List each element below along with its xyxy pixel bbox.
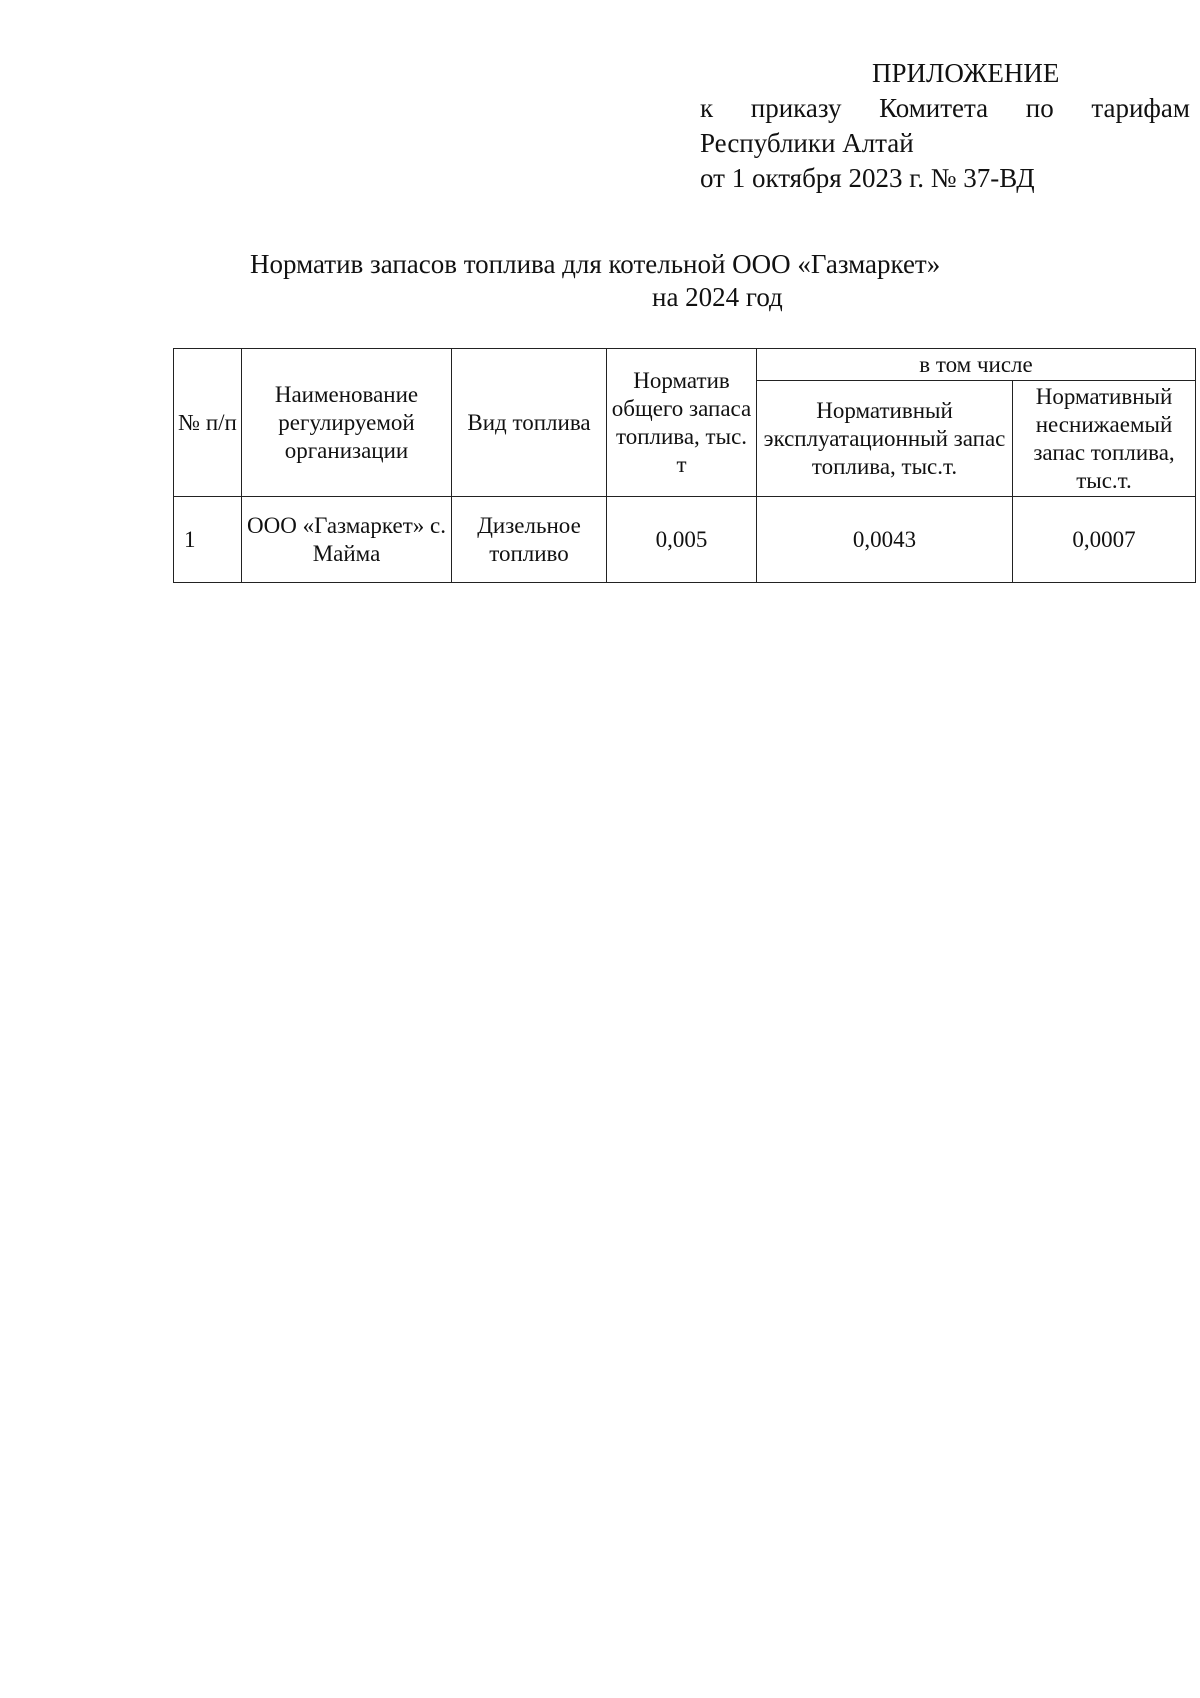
cell-number: 1 xyxy=(174,497,242,583)
annex-order-reference: к приказу Комитета по тарифам xyxy=(700,93,1190,123)
annex-block xyxy=(700,56,1190,196)
table-row xyxy=(174,497,1196,583)
document-title-year: на 2024 год xyxy=(652,282,783,312)
document-title-line1: Норматив запасов топлива для котельной ООО «Газмаркет» xyxy=(250,249,941,279)
header-number: № п/п xyxy=(174,349,242,497)
annex-order-date: от 1 октября 2023 г. № 37-ВД xyxy=(700,163,1035,193)
document-title xyxy=(250,248,1010,314)
header-total-reserve: Норматив общего запаса топлива, тыс. т xyxy=(607,349,757,497)
table-header-row xyxy=(174,349,1196,381)
cell-organization: ООО «Газмаркет» с. Майма xyxy=(242,497,452,583)
cell-irreducible-reserve: 0,0007 xyxy=(1013,497,1196,583)
fuel-norm-table xyxy=(173,348,1196,583)
cell-operational-reserve: 0,0043 xyxy=(757,497,1013,583)
header-irreducible-reserve: Нормативный неснижаемый запас топлива, тыс.т. xyxy=(1013,381,1196,497)
header-operational-reserve: Нормативный эксплуатационный запас топлива, тыс.т. xyxy=(757,381,1013,497)
header-including: в том числе xyxy=(757,349,1196,381)
header-fuel-type: Вид топлива xyxy=(452,349,607,497)
annex-title: ПРИЛОЖЕНИЕ xyxy=(872,58,1060,88)
annex-region: Республики Алтай xyxy=(700,128,914,158)
cell-total-reserve: 0,005 xyxy=(607,497,757,583)
cell-fuel-type: Дизельное топливо xyxy=(452,497,607,583)
header-organization: Наименование регулируемой организации xyxy=(242,349,452,497)
